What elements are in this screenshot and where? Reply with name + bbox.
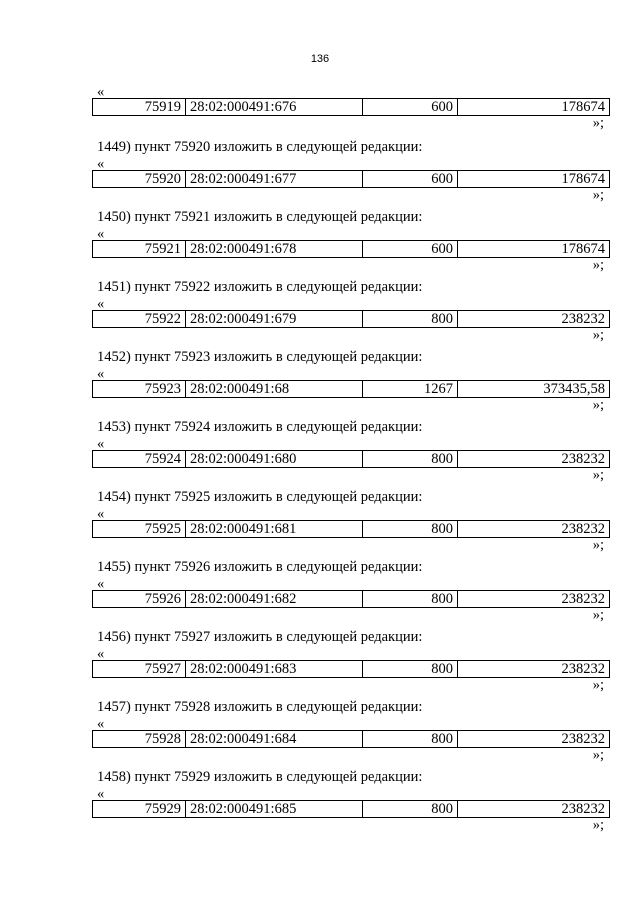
close-quote: »;: [592, 115, 604, 131]
close-quote: »;: [592, 607, 604, 623]
item-number-cell: 75920: [93, 171, 186, 188]
close-quote: »;: [592, 327, 604, 343]
close-quote: »;: [592, 747, 604, 763]
value-cell: 238232: [458, 661, 610, 678]
amendment-intro: 1452) пункт 75923 изложить в следующей редакции:: [97, 349, 423, 365]
amendment-intro: 1449) пункт 75920 изложить в следующей редакции:: [97, 139, 423, 155]
table-row: [92, 730, 610, 748]
area-cell: 800: [363, 731, 458, 748]
value-cell: 238232: [458, 451, 610, 468]
close-quote: »;: [592, 537, 604, 553]
cadastral-number-cell: 28:02:000491:680: [186, 451, 363, 468]
amendment-intro: 1458) пункт 75929 изложить в следующей редакции:: [97, 769, 423, 785]
item-number-cell: 75922: [93, 311, 186, 328]
amendment-intro: 1457) пункт 75928 изложить в следующей редакции:: [97, 699, 423, 715]
open-quote: «: [97, 716, 105, 732]
table-row: [92, 590, 610, 608]
table-row: [92, 380, 610, 398]
cadastral-number-cell: 28:02:000491:682: [186, 591, 363, 608]
cadastral-number-cell: 28:02:000491:677: [186, 171, 363, 188]
cadastral-number-cell: 28:02:000491:676: [186, 99, 363, 116]
area-cell: 1267: [363, 381, 458, 398]
close-quote: »;: [592, 257, 604, 273]
item-number-cell: 75927: [93, 661, 186, 678]
item-number-cell: 75924: [93, 451, 186, 468]
table-row: [92, 800, 610, 818]
table-row: [92, 520, 610, 538]
amendment-block: [0, 561, 640, 631]
amendment-intro: 1456) пункт 75927 изложить в следующей редакции:: [97, 629, 423, 645]
amendment-block: [0, 491, 640, 561]
amendment-intro: 1450) пункт 75921 изложить в следующей редакции:: [97, 209, 423, 225]
cadastral-number-cell: 28:02:000491:68: [186, 381, 363, 398]
close-quote: »;: [592, 187, 604, 203]
area-cell: 600: [363, 241, 458, 258]
table-row: [92, 450, 610, 468]
amendment-block: [0, 631, 640, 701]
open-quote: «: [97, 646, 105, 662]
amendment-block: [0, 141, 640, 211]
item-number-cell: 75926: [93, 591, 186, 608]
open-quote: «: [97, 84, 105, 100]
table-row: [92, 98, 610, 116]
amendment-intro: 1451) пункт 75922 изложить в следующей редакции:: [97, 279, 423, 295]
close-quote: »;: [592, 397, 604, 413]
value-cell: 178674: [458, 241, 610, 258]
open-quote: «: [97, 366, 105, 382]
value-cell: 238232: [458, 591, 610, 608]
amendment-intro: 1455) пункт 75926 изложить в следующей редакции:: [97, 559, 423, 575]
cadastral-number-cell: 28:02:000491:681: [186, 521, 363, 538]
cadastral-number-cell: 28:02:000491:678: [186, 241, 363, 258]
close-quote: »;: [592, 817, 604, 833]
amendment-intro: 1453) пункт 75924 изложить в следующей редакции:: [97, 419, 423, 435]
item-number-cell: 75921: [93, 241, 186, 258]
table-row: [92, 310, 610, 328]
open-quote: «: [97, 506, 105, 522]
item-number-cell: 75923: [93, 381, 186, 398]
amendment-block: [0, 771, 640, 841]
area-cell: 800: [363, 801, 458, 818]
amendment-block: [0, 701, 640, 771]
area-cell: 800: [363, 591, 458, 608]
item-number-cell: 75929: [93, 801, 186, 818]
cadastral-number-cell: 28:02:000491:685: [186, 801, 363, 818]
close-quote: »;: [592, 467, 604, 483]
open-quote: «: [97, 296, 105, 312]
cadastral-number-cell: 28:02:000491:684: [186, 731, 363, 748]
area-cell: 600: [363, 99, 458, 116]
value-cell: 238232: [458, 801, 610, 818]
amendment-block: [0, 211, 640, 281]
amendment-intro: 1454) пункт 75925 изложить в следующей редакции:: [97, 489, 423, 505]
open-quote: «: [97, 436, 105, 452]
area-cell: 800: [363, 521, 458, 538]
area-cell: 800: [363, 311, 458, 328]
value-cell: 238232: [458, 311, 610, 328]
area-cell: 800: [363, 661, 458, 678]
amendment-block: [0, 421, 640, 491]
value-cell: 373435,58: [458, 381, 610, 398]
open-quote: «: [97, 786, 105, 802]
amendment-block: [0, 281, 640, 351]
cadastral-number-cell: 28:02:000491:679: [186, 311, 363, 328]
item-number-cell: 75919: [93, 99, 186, 116]
amendment-block: [0, 351, 640, 421]
value-cell: 178674: [458, 171, 610, 188]
close-quote: »;: [592, 677, 604, 693]
cadastral-number-cell: 28:02:000491:683: [186, 661, 363, 678]
open-quote: «: [97, 226, 105, 242]
table-row: [92, 170, 610, 188]
table-row: [92, 240, 610, 258]
open-quote: «: [97, 156, 105, 172]
item-number-cell: 75925: [93, 521, 186, 538]
value-cell: 238232: [458, 731, 610, 748]
value-cell: 238232: [458, 521, 610, 538]
table-row: [92, 660, 610, 678]
open-quote: «: [97, 576, 105, 592]
area-cell: 600: [363, 171, 458, 188]
value-cell: 178674: [458, 99, 610, 116]
item-number-cell: 75928: [93, 731, 186, 748]
page-number: 136: [310, 53, 330, 65]
area-cell: 800: [363, 451, 458, 468]
